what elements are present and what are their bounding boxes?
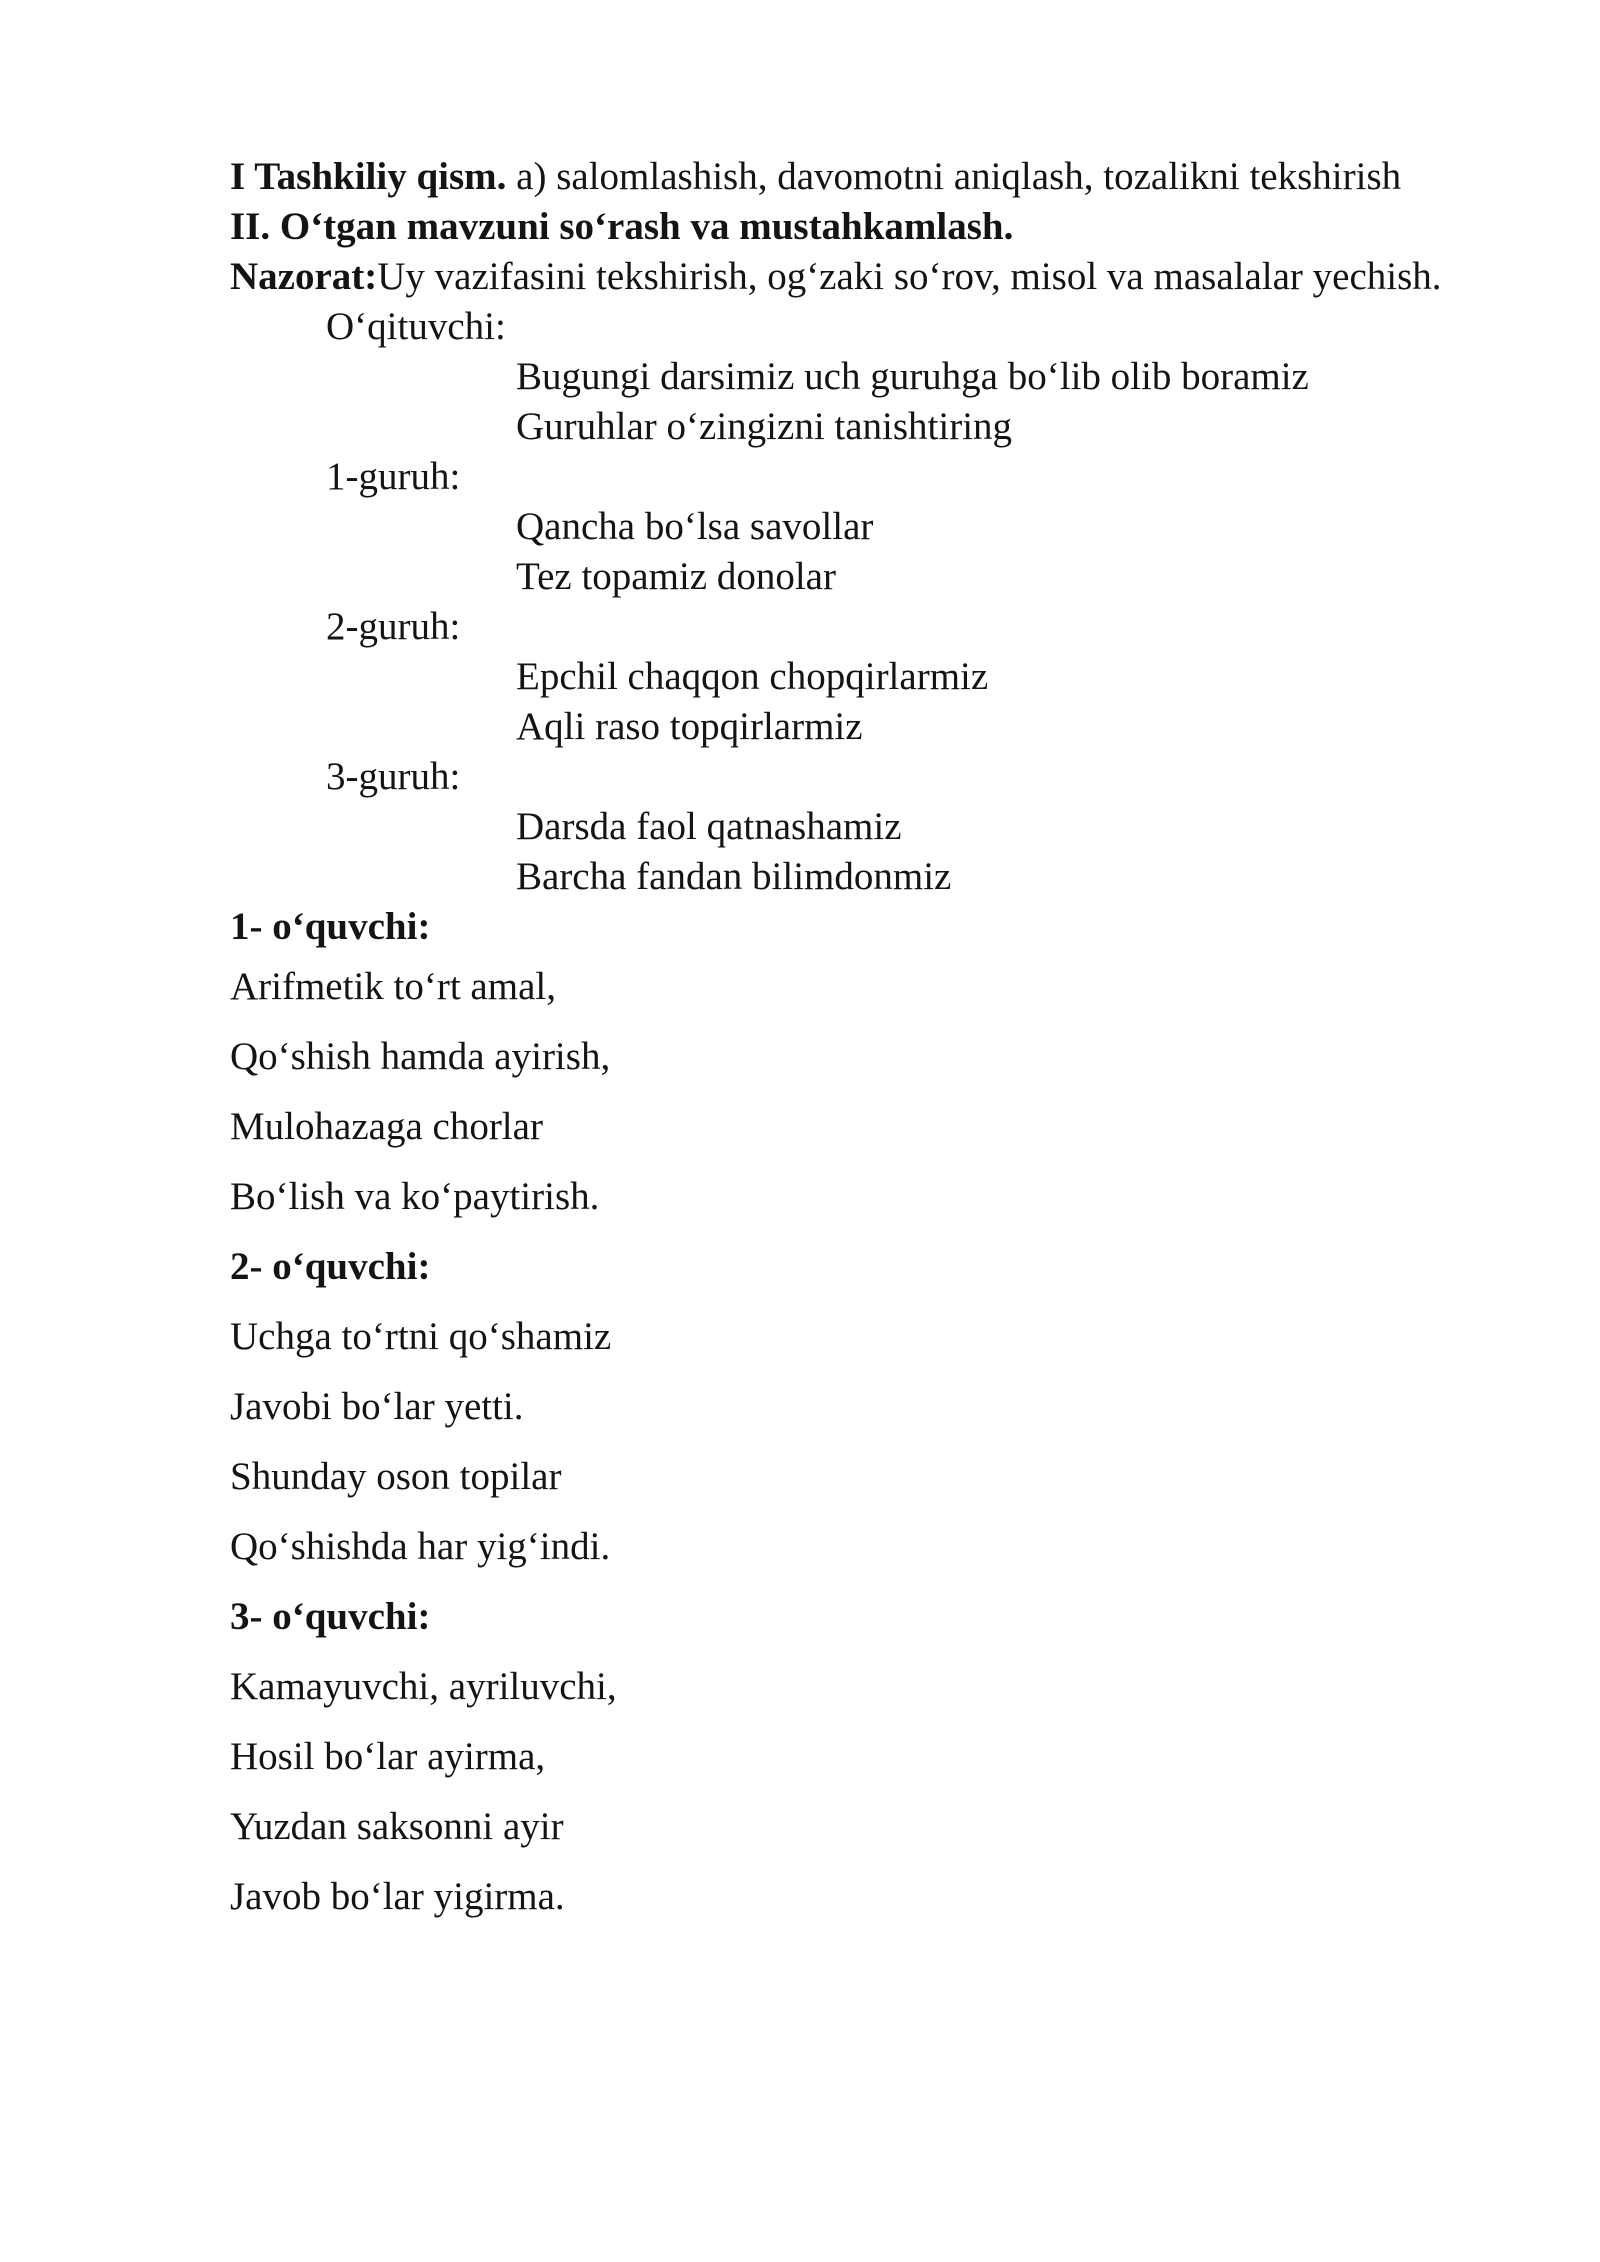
student3-label: 3- o‘quvchi:: [230, 1595, 431, 1638]
control-label: Nazorat:: [230, 255, 378, 298]
student2-verse-line: Qo‘shishda har yig‘indi.: [230, 1525, 611, 1568]
organizational-part-paragraph: [230, 152, 1468, 202]
control-text: Uy vazifasini tekshirish, og‘zaki so‘rov, misol va masalalar yechish.: [377, 255, 1442, 298]
student2-verse-line: Javobi bo‘lar yetti.: [230, 1385, 524, 1428]
group2-line: Epchil chaqqon chopqirlarmiz: [516, 655, 989, 698]
group3-label: 3-guruh:: [326, 755, 461, 798]
review-heading-text: II. O‘tgan mavzuni so‘rash va mustahkamlash.: [230, 205, 1014, 248]
group1-label: 1-guruh:: [326, 455, 461, 498]
student1-verse-line: Bo‘lish va ko‘paytirish.: [230, 1175, 600, 1218]
student2-label: 2- o‘quvchi:: [230, 1245, 431, 1288]
group2-line: Aqli raso topqirlarmiz: [516, 705, 863, 748]
student2-verse-line: Shunday oson topilar: [230, 1455, 562, 1498]
student1-verse-line: Arifmetik to‘rt amal,: [230, 965, 556, 1008]
group1-line: Tez topamiz donolar: [516, 555, 836, 598]
student3-verse-line: Yuzdan saksonni ayir: [230, 1805, 564, 1848]
document-page: [230, 152, 1468, 1932]
student3-verse-line: Javob bo‘lar yigirma.: [230, 1875, 565, 1918]
group3-line: Barcha fandan bilimdonmiz: [516, 855, 952, 898]
student1-label: 1- o‘quvchi:: [230, 905, 431, 948]
student2-verse-line: Uchga to‘rtni qo‘shamiz: [230, 1315, 612, 1358]
group3-line: Darsda faol qatnashamiz: [516, 805, 902, 848]
teacher-line: Guruhlar o‘zingizni tanishtiring: [516, 405, 1013, 448]
student3-verse-line: Kamayuvchi, ayriluvchi,: [230, 1665, 617, 1708]
student3-verse-line: Hosil bo‘lar ayirma,: [230, 1735, 546, 1778]
organizational-part-heading: I Tashkiliy qism.: [230, 155, 507, 198]
teacher-line: Bugungi darsimiz uch guruhga bo‘lib olib boramiz: [516, 355, 1309, 398]
group2-label: 2-guruh:: [326, 605, 461, 648]
student1-verse-line: Mulohazaga chorlar: [230, 1105, 543, 1148]
student1-verse-line: Qo‘shish hamda ayirish,: [230, 1035, 611, 1078]
review-heading: [230, 202, 1468, 252]
group1-line: Qancha bo‘lsa savollar: [516, 505, 874, 548]
control-paragraph: [230, 252, 1468, 302]
teacher-label: O‘qituvchi:: [326, 305, 506, 348]
organizational-part-text: a) salomlashish, davomotni aniqlash, tozalikni tekshirish: [516, 155, 1402, 198]
